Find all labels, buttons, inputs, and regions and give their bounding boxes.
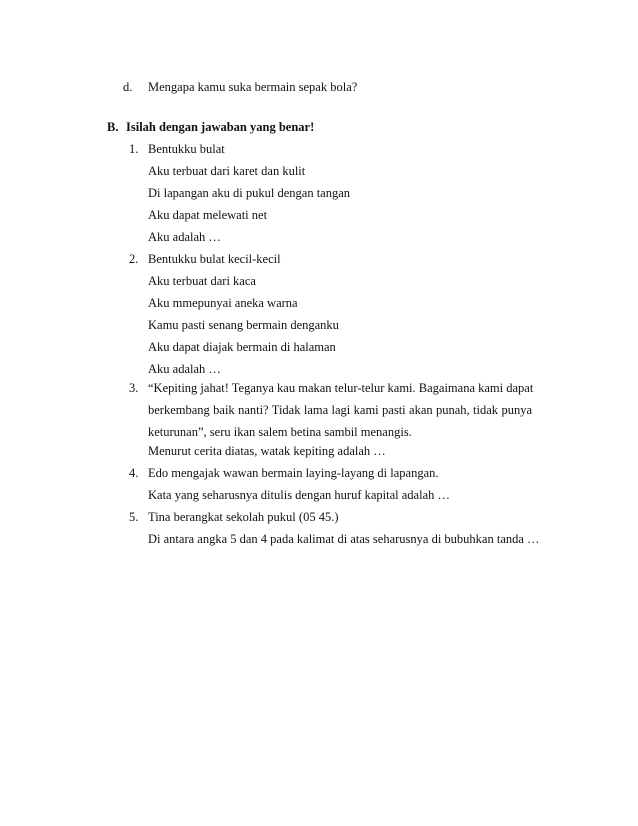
question-3-line-1: “Kepiting jahat! Teganya kau makan telur-telur kami. Bagaimana kami dapat — [148, 381, 534, 395]
question-2-marker: 2. — [129, 252, 139, 266]
question-1-line-4: Aku dapat melewati net — [148, 208, 268, 222]
question-5-line-2: Di antara angka 5 dan 4 pada kalimat di atas seharusnya di bubuhkan tanda … — [148, 532, 540, 546]
question-4-line-2: Kata yang seharusnya ditulis dengan huruf kapital adalah … — [148, 488, 450, 502]
question-5-marker: 5. — [129, 510, 139, 524]
question-3-line-2: berkembang baik nanti? Tidak lama lagi kami pasti akan punah, tidak punya — [148, 403, 532, 417]
section-b-heading: Isilah dengan jawaban yang benar! — [126, 120, 315, 134]
item-d-marker: d. — [123, 80, 133, 94]
question-2-line-4: Kamu pasti senang bermain denganku — [148, 318, 339, 332]
question-3-line-3: keturunan”, seru ikan salem betina sambil menangis. — [148, 425, 412, 439]
question-2-line-6: Aku adalah … — [148, 362, 221, 376]
question-3-marker: 3. — [129, 381, 139, 395]
item-d-text: Mengapa kamu suka bermain sepak bola? — [148, 80, 358, 94]
question-2-line-3: Aku mmepunyai aneka warna — [148, 296, 298, 310]
question-1-line-1: Bentukku bulat — [148, 142, 225, 156]
question-1-line-5: Aku adalah … — [148, 230, 221, 244]
question-4-marker: 4. — [129, 466, 139, 480]
question-2-line-5: Aku dapat diajak bermain di halaman — [148, 340, 336, 354]
question-1-line-2: Aku terbuat dari karet dan kulit — [148, 164, 306, 178]
section-b-marker: B. — [107, 120, 119, 134]
question-5-line-1: Tina berangkat sekolah pukul (05 45.) — [148, 510, 339, 524]
question-3-line-4: Menurut cerita diatas, watak kepiting adalah … — [148, 444, 386, 458]
question-4-line-1: Edo mengajak wawan bermain laying-layang di lapangan. — [148, 466, 439, 480]
question-1-line-3: Di lapangan aku di pukul dengan tangan — [148, 186, 351, 200]
question-1-marker: 1. — [129, 142, 139, 156]
question-2-line-1: Bentukku bulat kecil-kecil — [148, 252, 281, 266]
question-2-line-2: Aku terbuat dari kaca — [148, 274, 256, 288]
